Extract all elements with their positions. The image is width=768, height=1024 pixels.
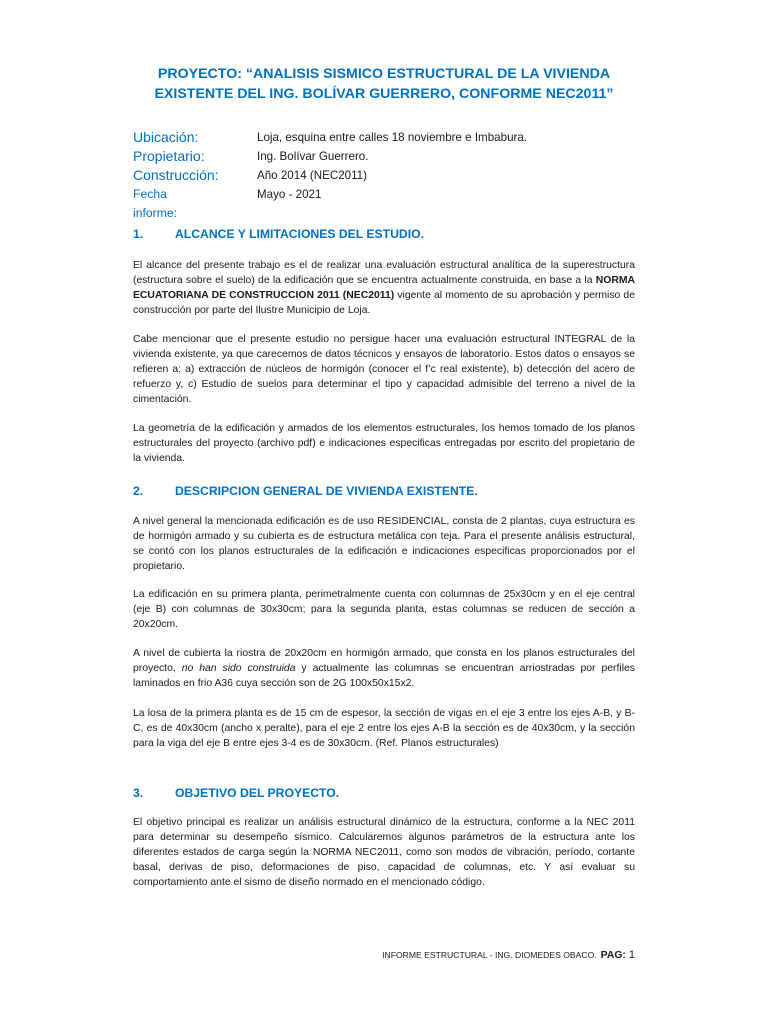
page-label: PAG: <box>600 950 626 961</box>
info-label: Construcción: <box>133 167 219 183</box>
info-label: Ubicación: <box>133 129 199 145</box>
info-value: Año 2014 (NEC2011) <box>257 169 367 182</box>
section-number: 3. <box>133 786 144 800</box>
paragraph: A nivel de cubierta la riostra de 20x20cm en hormigón armado, que consta en los planos estructurales del proyecto, no han sido construida y actualmente las columnas se encuentran arriostradas por perfiles laminados en frio A36 cuya sección son de 2G 100x50x15x2. <box>133 648 635 690</box>
italic-text: no han sido construida <box>181 663 296 675</box>
section-heading-objective <box>133 785 339 801</box>
section-title: OBJETIVO DEL PROYECTO. <box>175 786 340 800</box>
info-value: Mayo - 2021 <box>257 188 322 201</box>
page-number: 1 <box>628 949 635 961</box>
info-value: Loja, esquina entre calles 18 noviembre e Imbabura. <box>257 131 528 144</box>
info-label: Propietario: <box>133 148 205 164</box>
footer-text: INFORME ESTRUCTURAL - ING. DIOMEDES OBACO. <box>382 950 597 960</box>
section-number: 2. <box>133 484 144 498</box>
info-label: Fecha informe: <box>133 187 178 220</box>
section-heading-scope <box>133 226 424 242</box>
section-heading-description <box>133 483 478 499</box>
page-footer <box>382 948 635 963</box>
title-line-1: PROYECTO: “ANALISIS SISMICO ESTRUCTURAL DE LA VIVIENDA <box>157 66 611 82</box>
paragraph: La geometría de la edificación y armados de los elementos estructurales, los hemos tomado de los planos estructurales del proyecto (archivo pdf) e indicaciones especificas entregadas por escrito del propietario de la vivienda. <box>133 423 635 465</box>
info-value: Ing. Bolívar Guerrero. <box>257 150 369 163</box>
paragraph: La edificación en su primera planta, perimetralmente cuenta con columnas de 25x30cm y en el eje central (eje B) con columnas de 30x30cm; para la segunda planta, estas columnas se reducen de sección a 20x20cm. <box>133 589 635 631</box>
section-title: DESCRIPCION GENERAL DE VIVIENDA EXISTENTE. <box>175 484 478 498</box>
paragraph: A nivel general la mencionada edificación es de uso RESIDENCIAL, consta de 2 plantas, cuya estructura es de hormigón armado y su cubierta es de estructura metálica con teja. Para el presente análisis estructural, se contó con los planos estructurales de la edificación e indicaciones especificas proporcionados por el propietario. <box>133 516 635 573</box>
paragraph: La losa de la primera planta es de 15 cm de espesor, la sección de vigas en el eje 3 entre los ejes A-B, y B-C, es de 40x30cm (ancho x peralte), para el eje 2 entre los ejes A-B la sección es de 40x30cm, y la sección para la viga del eje B entre ejes 3-4 es de 30x30cm. (Ref. Planos estructurales) <box>133 708 635 750</box>
section-title: ALCANCE Y LIMITACIONES DEL ESTUDIO. <box>175 227 424 241</box>
paragraph: El objetivo principal es realizar un análisis estructural dinámico de la estructura, conforme a la NEC 2011 para determinar su desempeño sísmico. Calcularemos algunos parámetros de la estructura ante los diferentes estados de carga según la NORMA NEC2011, como son modos de vibración, período, cortante basal, derivas de piso, deformaciones de piso, capacidad de columnas, etc. Y así evaluar su comportamiento ante el sismo de diseño normado en el mencionado código. <box>133 817 635 889</box>
bold-text: NORMA ECUATORIANA DE CONSTRUCCION 2011 (NEC2011) <box>133 275 635 302</box>
paragraph: Cabe mencionar que el presente estudio no persigue hacer una evaluación estructural INTEGRAL de la vivienda existente, ya que carecemos de datos técnicos y ensayos de laboratorio. Estos datos o ensayos se refieren a: a) extracción de núcleos de hormigón (conocer el f’c real existente), b) detección del acero de refuerzo y, c) Estudio de suelos para determinar el tipo y capacidad admisible del terreno a nivel de la cimentación. <box>133 334 635 406</box>
section-number: 1. <box>133 227 144 241</box>
title-line-2: EXISTENTE DEL ING. BOLÍVAR GUERRERO, CONFORME NEC2011” <box>154 86 614 102</box>
paragraph: El alcance del presente trabajo es el de realizar una evaluación estructural analítica de la superestructura (estructura sobre el suelo) de la edificación que se encuentra actualmente construida, en base a la NORMA ECUATORIANA DE CONSTRUCCION 2011 (NEC2011) vigente al momento de su aprobación y permiso de construcción por parte del Ilustre Municipio de Loja. <box>133 260 635 317</box>
document-title <box>133 64 635 104</box>
